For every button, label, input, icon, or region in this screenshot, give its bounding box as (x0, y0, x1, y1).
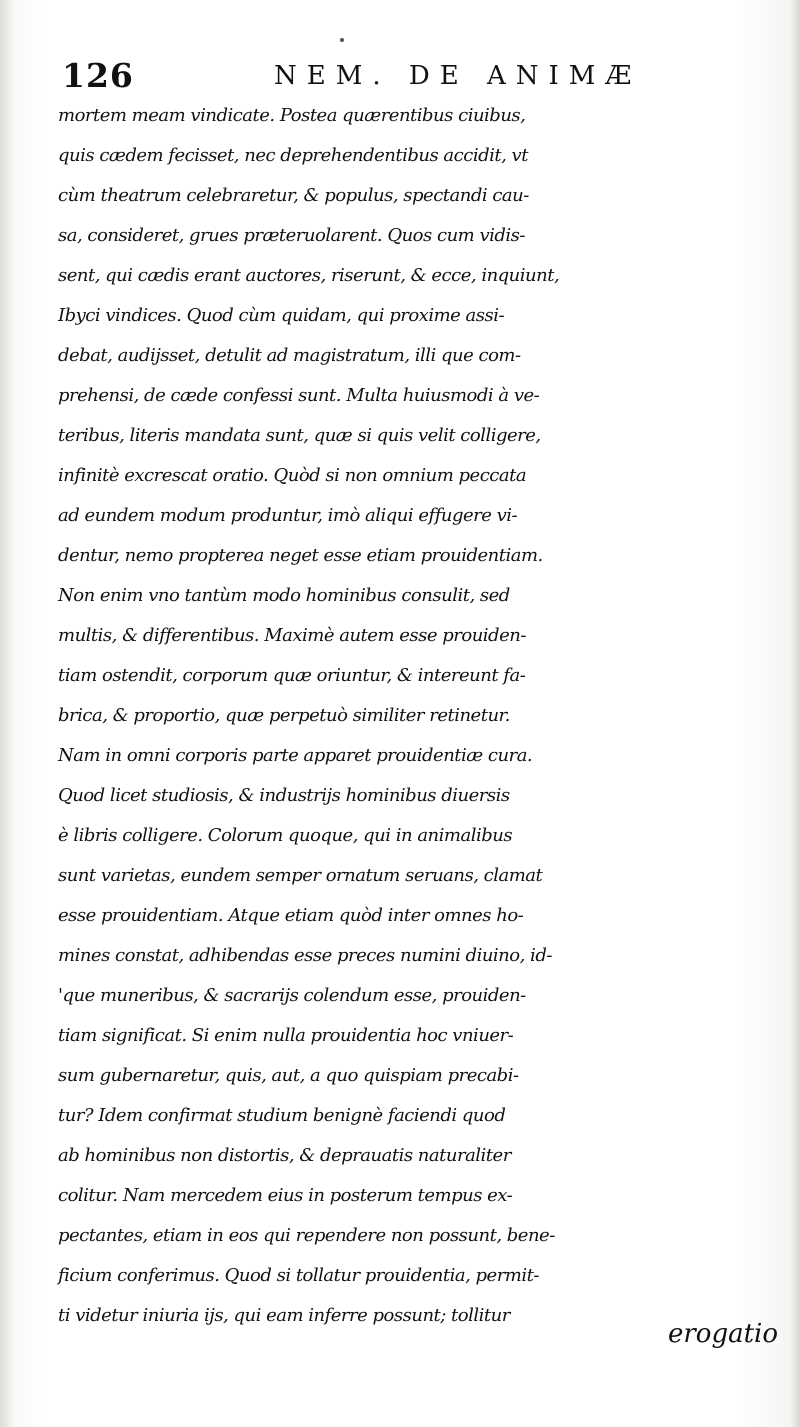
catchword: erogatio (667, 1319, 778, 1349)
ink-speck (340, 38, 344, 42)
text-line: esse prouidentiam. Atque etiam quòd inter omnes ho- (58, 905, 524, 926)
text-line: tiam ostendit, corporum quæ oriuntur, & intereunt fa- (58, 665, 526, 686)
text-line: è libris colligere. Colorum quoque, qui in animalibus (58, 825, 513, 846)
text-line: sent, qui cædis erant auctores, riserunt, & ecce, inquiunt, (58, 265, 560, 286)
text-line: ab hominibus non distortis, & deprauatis naturaliter (58, 1145, 511, 1166)
text-line: ficium conferimus. Quod si tollatur prouidentia, permit- (58, 1265, 539, 1286)
text-line: ti videtur iniuria ijs, qui eam inferre possunt; tollitur (58, 1305, 510, 1326)
text-line: mortem meam vindicate. Postea quærentibus ciuibus, (58, 105, 526, 126)
text-line: mines constat, adhibendas esse preces numini diuino, id- (58, 945, 552, 966)
text-line: prehensi, de cæde confessi sunt. Multa huiusmodi à ve- (58, 385, 540, 406)
text-line: teribus, literis mandata sunt, quæ si quis velit colligere, (58, 425, 541, 446)
text-line: quis cædem fecisset, nec deprehendentibus accidit, vt (58, 145, 528, 166)
page-number: 126 (62, 56, 134, 95)
text-line: ad eundem modum produntur, imò aliqui effugere vi- (58, 505, 518, 526)
text-line: dentur, nemo propterea neget esse etiam prouidentiam. (58, 545, 543, 566)
text-line: debat, audijsset, detulit ad magistratum, illi que com- (58, 345, 521, 366)
text-line: pectantes, etiam in eos qui rependere non possunt, bene- (58, 1225, 555, 1246)
text-line: cùm theatrum celebraretur, & populus, spectandi cau- (58, 185, 529, 206)
text-line: tiam significat. Si enim nulla prouidentia hoc vniuer- (58, 1025, 514, 1046)
running-title: NEM. DE ANIMÆ (274, 61, 642, 91)
page-gutter-shadow (0, 0, 14, 1427)
text-line: Quod licet studiosis, & industrijs hominibus diuersis (58, 785, 510, 806)
text-line: Non enim vno tantùm modo hominibus consulit, sed (58, 585, 510, 606)
text-line: brica, & proportio, quæ perpetuò similiter retinetur. (58, 705, 510, 726)
text-line: sum gubernaretur, quis, aut, a quo quispiam precabi- (58, 1065, 519, 1086)
running-head (62, 50, 752, 96)
text-line: sunt varietas, eundem semper ornatum seruans, clamat (58, 865, 543, 886)
text-line: 'que muneribus, & sacrarijs colendum esse, prouiden- (58, 985, 526, 1006)
text-line: Ibyci vindices. Quod cùm quidam, qui proxime assi- (58, 305, 505, 326)
body-text (58, 96, 798, 1336)
text-line: Nam in omni corporis parte apparet prouidentiæ cura. (58, 745, 533, 766)
text-line: tur? Idem confirmat studium benignè faciendi quod (58, 1105, 506, 1126)
text-line: infinitè excrescat oratio. Quòd si non omnium peccata (58, 465, 527, 486)
text-line: colitur. Nam mercedem eius in posterum tempus ex- (58, 1185, 513, 1206)
text-line: multis, & differentibus. Maximè autem esse prouiden- (58, 625, 526, 646)
text-line: sa, consideret, grues præteruolarent. Quos cum vidis- (58, 225, 525, 246)
